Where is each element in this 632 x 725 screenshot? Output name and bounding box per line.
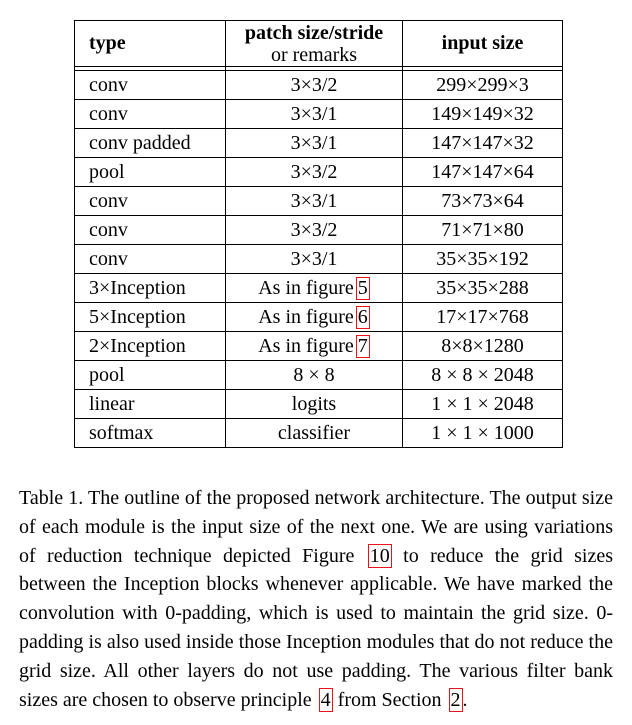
header-patch-size — [226, 21, 403, 67]
cell-patch — [226, 332, 403, 361]
cell-input-size: 149×149×32 — [403, 100, 563, 129]
cell-patch — [226, 245, 403, 274]
cell-input-size: 147×147×64 — [403, 158, 563, 187]
table-row — [75, 303, 563, 332]
cell-input-size: 1 × 1 × 2048 — [403, 390, 563, 419]
cell-type: linear — [75, 390, 226, 419]
figure-ref-link[interactable]: 7 — [357, 334, 368, 357]
cell-patch — [226, 390, 403, 419]
cell-patch — [226, 419, 403, 448]
table-row — [75, 187, 563, 216]
cell-type: conv — [75, 100, 226, 129]
cell-patch-text: 3×3/2 — [290, 160, 338, 183]
cell-input-size: 1 × 1 × 1000 — [403, 419, 563, 448]
cell-input-size: 17×17×768 — [403, 303, 563, 332]
figure-ref-link[interactable]: 10 — [369, 544, 390, 567]
cell-patch — [226, 187, 403, 216]
architecture-table — [74, 20, 563, 448]
cell-input-size: 73×73×64 — [403, 187, 563, 216]
cell-patch — [226, 71, 403, 100]
header-patch-line2: or remarks — [270, 43, 358, 66]
cell-patch-text: 3×3/2 — [290, 73, 338, 96]
figure-ref-link[interactable]: 5 — [357, 276, 368, 299]
cell-patch-text: As in figure — [258, 276, 354, 299]
cell-type: conv padded — [75, 129, 226, 158]
cell-type: conv — [75, 71, 226, 100]
cell-type: pool — [75, 361, 226, 390]
cell-input-size: 8×8×1280 — [403, 332, 563, 361]
cell-input-size: 147×147×32 — [403, 129, 563, 158]
cell-patch — [226, 129, 403, 158]
cell-type: 3×Inception — [75, 274, 226, 303]
cell-input-size: 35×35×192 — [403, 245, 563, 274]
table-row — [75, 332, 563, 361]
cell-type: conv — [75, 245, 226, 274]
cell-patch — [226, 158, 403, 187]
cell-input-size: 299×299×3 — [403, 71, 563, 100]
table-row — [75, 100, 563, 129]
cell-patch — [226, 100, 403, 129]
cell-type: pool — [75, 158, 226, 187]
table-row — [75, 245, 563, 274]
cell-input-size: 8 × 8 × 2048 — [403, 361, 563, 390]
cell-patch-text: 3×3/1 — [290, 102, 338, 125]
cell-patch — [226, 361, 403, 390]
cell-type: 2×Inception — [75, 332, 226, 361]
caption-part1: Table 1. The outline of the proposed network architecture. The output size of each module is the input size of the next one. We are using variations of reduction technique depicted Figure — [19, 487, 613, 567]
cell-patch-text: 3×3/1 — [290, 247, 338, 270]
cell-patch-text: As in figure — [258, 305, 354, 328]
table-caption — [19, 484, 613, 714]
cell-patch — [226, 303, 403, 332]
table-row — [75, 71, 563, 100]
caption-part2: to reduce the grid sizes between the Inception blocks whenever applicable. We have marked the convolution with 0-padding, which is used to maintain the grid size. 0-padding is also used inside those Inception modules that do not reduce the grid size. All other layers do not use padding. The various filter bank sizes are chosen to observe principle — [19, 544, 614, 711]
table-row — [75, 419, 563, 448]
table-row — [75, 216, 563, 245]
principle-ref-link[interactable]: 4 — [320, 688, 331, 711]
header-patch-line1: patch size/stride — [244, 21, 384, 44]
caption-part3: from Section — [332, 688, 447, 711]
cell-patch-text: 3×3/1 — [290, 131, 338, 154]
cell-type: softmax — [75, 419, 226, 448]
caption-part4: . — [462, 688, 468, 711]
cell-type: conv — [75, 187, 226, 216]
figure-ref-link[interactable]: 6 — [357, 305, 368, 328]
header-type: type — [75, 21, 226, 67]
cell-patch-text: As in figure — [258, 334, 354, 357]
cell-patch-text: 3×3/1 — [290, 189, 338, 212]
cell-patch — [226, 216, 403, 245]
cell-input-size: 35×35×288 — [403, 274, 563, 303]
cell-patch — [226, 274, 403, 303]
table-row — [75, 361, 563, 390]
table-row — [75, 390, 563, 419]
table-row — [75, 129, 563, 158]
cell-input-size: 71×71×80 — [403, 216, 563, 245]
section-ref-link[interactable]: 2 — [450, 688, 461, 711]
table-row — [75, 158, 563, 187]
table-row — [75, 274, 563, 303]
cell-type: conv — [75, 216, 226, 245]
table-body — [75, 71, 563, 448]
table-header — [75, 21, 563, 67]
cell-patch-text: 8 × 8 — [293, 363, 335, 386]
cell-patch-text: logits — [291, 392, 337, 415]
cell-type: 5×Inception — [75, 303, 226, 332]
header-input-size: input size — [403, 21, 563, 67]
cell-patch-text: classifier — [277, 421, 351, 444]
cell-patch-text: 3×3/2 — [290, 218, 338, 241]
